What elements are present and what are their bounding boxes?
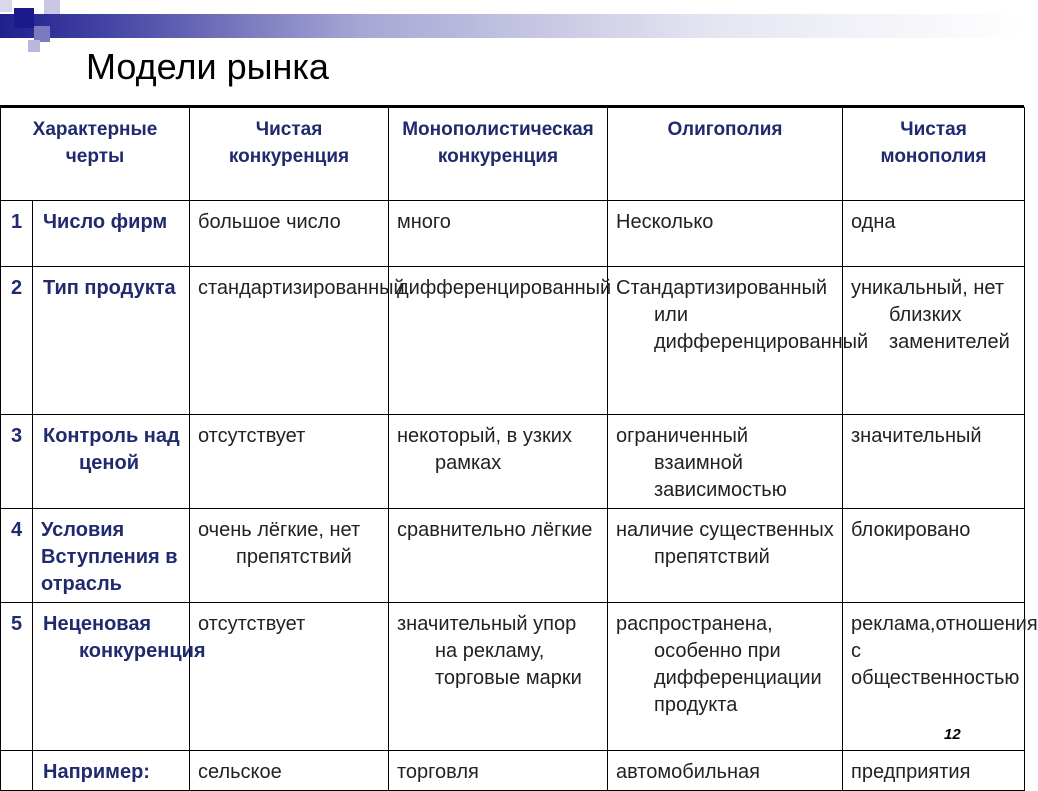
header-band <box>0 14 1024 38</box>
cell-pure-competition: отсутствует <box>190 603 389 751</box>
row-number: 3 <box>1 415 33 509</box>
row-feature: Контроль над ценой <box>33 415 190 509</box>
header-oligopoly: Олигополия <box>608 108 843 201</box>
cell-monopolistic: сравнительно лёгкие <box>389 509 608 603</box>
market-models-table <box>0 107 1038 791</box>
table-row <box>1 201 1025 267</box>
header-pure-monopoly: Чистая монополия <box>843 108 1025 201</box>
cell-monopolistic: дифференцированный <box>389 267 608 415</box>
table-row <box>1 509 1025 603</box>
table-row <box>1 751 1025 791</box>
row-number: 4 <box>1 509 33 603</box>
table-header-row <box>1 108 1025 201</box>
cell-monopolistic: торговля <box>389 751 608 791</box>
decor-square <box>14 8 34 28</box>
row-feature: Например: <box>33 751 190 791</box>
row-feature: Число фирм <box>33 201 190 267</box>
cell-monopolistic: много <box>389 201 608 267</box>
cell-oligopoly: Стандартизированный или дифференцированный <box>608 267 843 415</box>
cell-pure-monopoly: значительный <box>843 415 1025 509</box>
row-feature: Условия Вступления в отрасль <box>33 509 190 603</box>
cell-pure-competition: сельское <box>190 751 389 791</box>
row-number: 2 <box>1 267 33 415</box>
page-number: 12 <box>940 726 965 743</box>
header-pure-competition: Чистая конкуренция <box>190 108 389 201</box>
cell-monopolistic: некоторый, в узких рамках <box>389 415 608 509</box>
header-monopolistic: Монополистическая конкуренция <box>389 108 608 201</box>
row-feature: Тип продукта <box>33 267 190 415</box>
cell-monopolistic: значительный упор на рекламу, торговые марки <box>389 603 608 751</box>
header-features: Характерные черты <box>1 108 190 201</box>
cell-pure-competition: стандартизированный <box>190 267 389 415</box>
cell-pure-monopoly: реклама,отношения с общественностью <box>843 603 1025 751</box>
cell-pure-competition: очень лёгкие, нет препятствий <box>190 509 389 603</box>
slide-title: Модели рынка <box>86 46 329 87</box>
cell-oligopoly: ограниченный взаимной зависимостью <box>608 415 843 509</box>
table-row <box>1 415 1025 509</box>
decor-square <box>0 0 12 12</box>
decor-square <box>28 40 40 52</box>
cell-pure-monopoly: одна <box>843 201 1025 267</box>
cell-oligopoly: Несколько <box>608 201 843 267</box>
row-number: 1 <box>1 201 33 267</box>
table-row <box>1 267 1025 415</box>
cell-oligopoly: распространена, особенно при дифференциации продукта <box>608 603 843 751</box>
table-row <box>1 603 1025 751</box>
row-number: 5 <box>1 603 33 751</box>
cell-oligopoly: автомобильная <box>608 751 843 791</box>
cell-pure-competition: отсутствует <box>190 415 389 509</box>
decor-square <box>44 0 60 14</box>
row-feature: Неценовая конкуренция <box>33 603 190 751</box>
cell-oligopoly: наличие существенных препятствий <box>608 509 843 603</box>
cell-pure-monopoly: предприятия <box>843 751 1025 791</box>
cell-pure-competition: большое число <box>190 201 389 267</box>
row-number <box>1 751 33 791</box>
cell-pure-monopoly: уникальный, нет близких заменителей <box>843 267 1025 415</box>
cell-pure-monopoly: блокировано <box>843 509 1025 603</box>
